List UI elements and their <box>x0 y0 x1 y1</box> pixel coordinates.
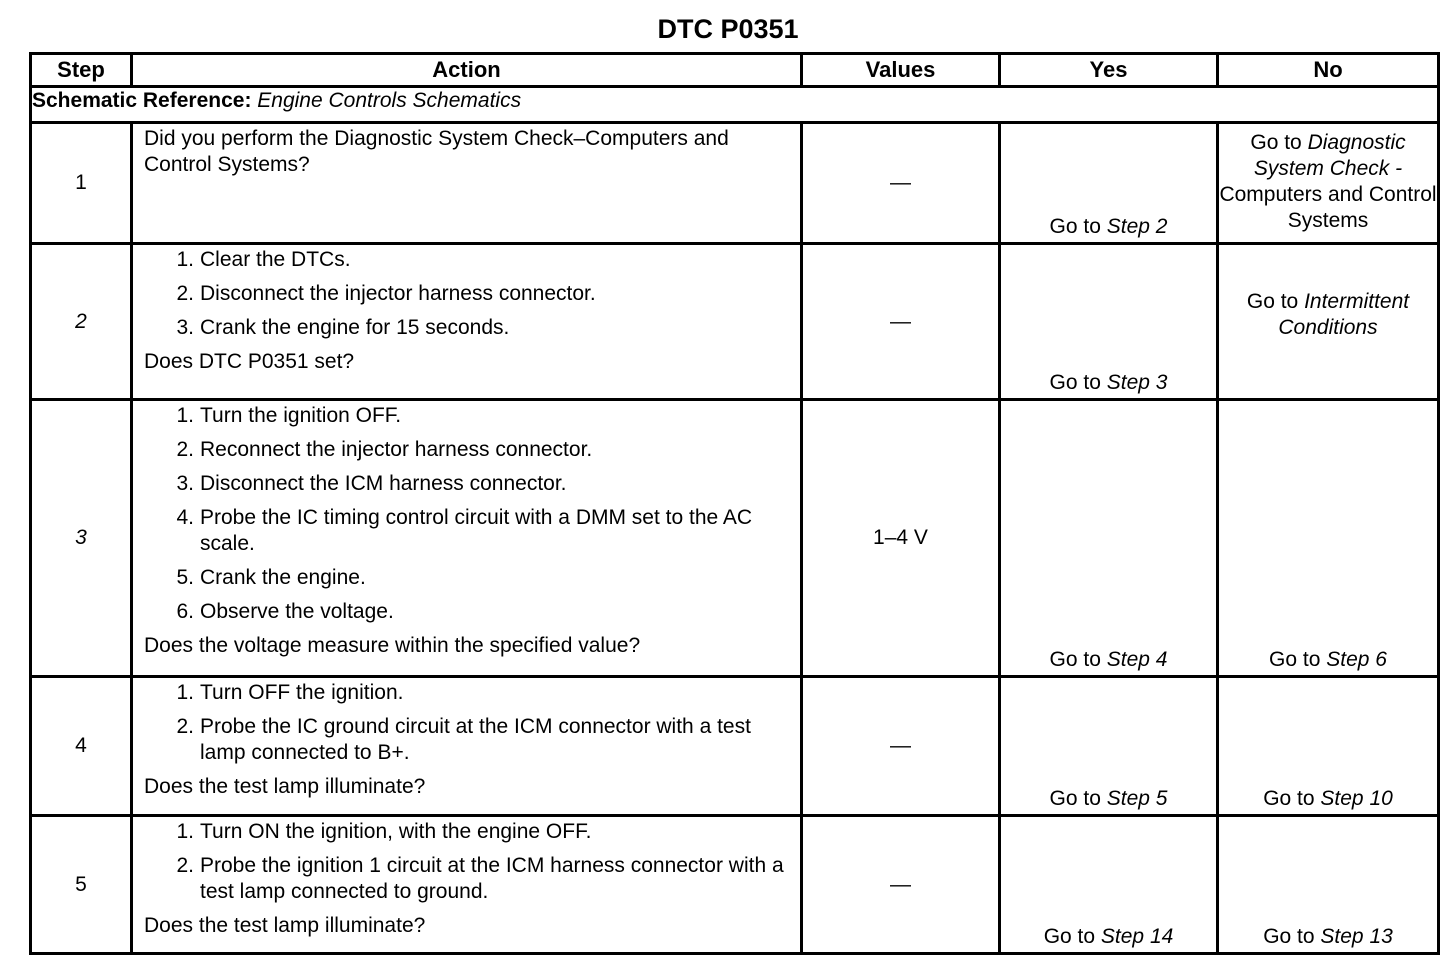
schematic-reference <box>31 87 1439 123</box>
yes-prefix: Go to <box>1043 925 1096 948</box>
table-row <box>31 677 1439 816</box>
step-number: 4 <box>31 677 132 816</box>
no-suffix: Computers and Control Systems <box>1219 183 1437 232</box>
no-cell[interactable] <box>1218 677 1439 816</box>
no-target[interactable]: Intermittent Conditions <box>1278 289 1410 339</box>
no-prefix: Go to <box>1246 289 1299 313</box>
yes-prefix: Go to <box>1049 648 1101 671</box>
no-target[interactable]: Diagnostic System Check - <box>1253 131 1406 180</box>
header-row <box>31 54 1439 87</box>
action-item: 3. Crank the engine for 15 seconds. <box>176 316 510 339</box>
action-item: 4. Probe the IC timing control circuit with a DMM set to the AC scale. <box>176 506 753 555</box>
no-prefix: Go to <box>1250 131 1302 154</box>
step-value: — <box>802 244 1000 400</box>
header-action: Action <box>132 54 802 87</box>
step-number: 1 <box>31 123 132 244</box>
step-value: — <box>802 677 1000 816</box>
action-item: 2. Disconnect the injector harness connector. <box>176 282 596 305</box>
yes-prefix: Go to <box>1049 787 1101 810</box>
no-prefix: Go to <box>1263 925 1315 948</box>
header-step: Step <box>31 54 132 87</box>
header-no: No <box>1218 54 1439 87</box>
step-value: 1–4 V <box>802 400 1000 677</box>
action-item: 6. Observe the voltage. <box>176 600 394 623</box>
yes-cell[interactable] <box>1000 244 1218 400</box>
step-value: — <box>802 123 1000 244</box>
step-number: 2 <box>31 244 132 400</box>
schematic-reference-row <box>31 87 1439 123</box>
yes-target[interactable]: Step 4 <box>1106 648 1168 671</box>
table-row <box>31 400 1439 677</box>
action-question: Does the test lamp illuminate? <box>144 914 426 937</box>
no-target[interactable]: Step 6 <box>1326 648 1387 671</box>
table-row <box>31 123 1439 244</box>
step-number: 3 <box>31 400 132 677</box>
no-cell[interactable] <box>1218 244 1439 400</box>
yes-cell[interactable] <box>1000 677 1218 816</box>
no-cell[interactable] <box>1218 123 1439 244</box>
page-title: DTC P0351 <box>657 14 799 44</box>
schematic-reference-label: Schematic Reference: <box>32 89 252 112</box>
table-row <box>31 816 1439 954</box>
yes-target[interactable]: Step 3 <box>1106 371 1168 394</box>
action-question: Does the voltage measure within the specified value? <box>144 634 641 657</box>
step-action <box>132 816 802 954</box>
action-item: 1. Turn ON the ignition, with the engine OFF. <box>176 820 592 843</box>
no-cell[interactable] <box>1218 400 1439 677</box>
action-item: 1. Turn OFF the ignition. <box>176 681 404 704</box>
step-action <box>132 400 802 677</box>
no-prefix: Go to <box>1269 648 1321 671</box>
header-yes: Yes <box>1000 54 1218 87</box>
step-action <box>132 123 802 244</box>
no-target[interactable]: Step 10 <box>1320 787 1393 810</box>
action-item: 3. Disconnect the ICM harness connector. <box>176 472 567 495</box>
yes-prefix: Go to <box>1049 215 1101 238</box>
no-cell[interactable] <box>1218 816 1439 954</box>
step-number: 5 <box>31 816 132 954</box>
step-action <box>132 677 802 816</box>
action-item: 5. Crank the engine. <box>176 566 366 589</box>
yes-target[interactable]: Step 5 <box>1106 787 1168 810</box>
no-target[interactable]: Step 13 <box>1320 925 1393 948</box>
action-item: 2. Probe the ignition 1 circuit at the ICM harness connector with a test lamp connected to ground. <box>176 854 784 903</box>
step-action <box>132 244 802 400</box>
schematic-reference-link[interactable]: Engine Controls Schematics <box>257 89 522 112</box>
table-row <box>31 244 1439 400</box>
step-value: — <box>802 816 1000 954</box>
yes-target[interactable]: Step 14 <box>1100 925 1174 948</box>
action-item: 2. Reconnect the injector harness connector. <box>176 438 593 461</box>
yes-cell[interactable] <box>1000 816 1218 954</box>
yes-cell[interactable] <box>1000 400 1218 677</box>
header-values: Values <box>802 54 1000 87</box>
yes-target[interactable]: Step 2 <box>1106 215 1168 238</box>
yes-cell[interactable] <box>1000 123 1218 244</box>
action-item: 1. Turn the ignition OFF. <box>176 404 402 427</box>
yes-prefix: Go to <box>1049 371 1101 394</box>
action-text: Did you perform the Diagnostic System Check–Computers and Control Systems? <box>144 127 729 176</box>
no-prefix: Go to <box>1263 787 1315 810</box>
action-item: 2. Probe the IC ground circuit at the ICM connector with a test lamp connected to B+. <box>176 715 751 764</box>
action-item: 1. Clear the DTCs. <box>176 248 351 271</box>
diagnostic-table <box>29 52 1440 955</box>
action-question: Does DTC P0351 set? <box>144 350 355 373</box>
action-question: Does the test lamp illuminate? <box>144 775 426 798</box>
